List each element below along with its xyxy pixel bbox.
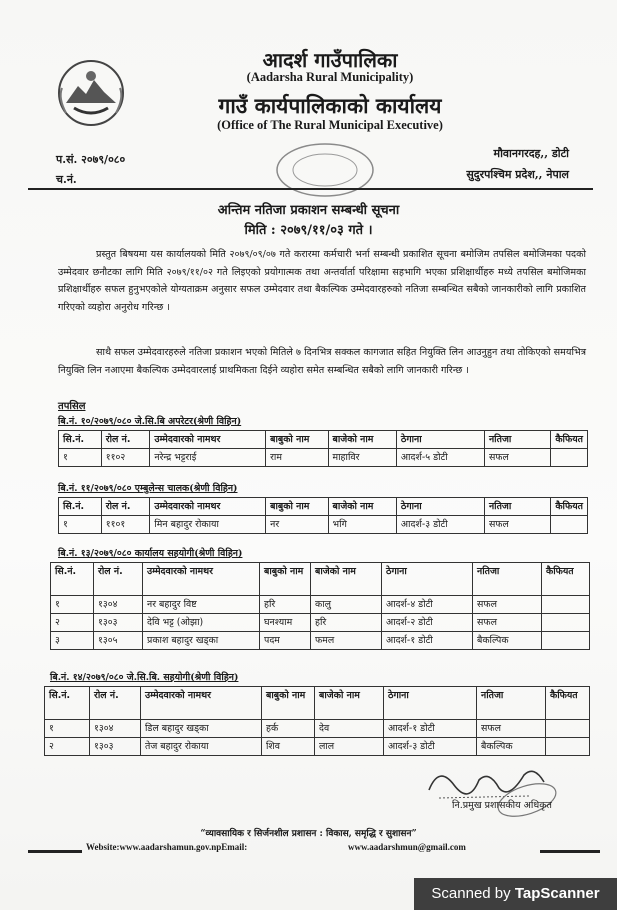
scanner-prefix: Scanned by bbox=[431, 885, 515, 902]
table-row bbox=[51, 614, 590, 632]
notice-paragraph-1: प्रस्तुत बिषयमा यस कार्यालयको मिति २०७९/०९/०७ गते करारमा कर्मचारी भर्ना सम्बन्धी प्रकाशित सूचना बमोजिम तपसिल बमोजिमका पदको उम्मेदवार छनौटका लागि मिति २०७९/११/०२ गते लिइएको प्रयोगात्मक तथा अन्तर्वार्ता परिक्षामा सहभागि भएका प्रशिक्षार्थीहरु मध्ये तपसिल बमोजिमका प्रशिक्षार्थीहरु सफल हुनुभएकोले योग्यताक्रम अनुसार सफल उम्मेदवार तथा बैकल्पिक उम्मेदवारहरुको नतिजा सम्बन्धित सबैको जानकारीको लागि प्रकाशित गरिएको व्यहोरा अनुरोध गरिन्छ । bbox=[58, 249, 586, 313]
column-header: ठेगाना bbox=[384, 687, 477, 720]
table-header-row bbox=[59, 431, 588, 449]
cell: १३०३ bbox=[94, 614, 143, 632]
cell: बैकल्पिक bbox=[477, 738, 546, 756]
cell: मिन बहादुर रोकाया bbox=[150, 516, 266, 534]
cell: आदर्श-४ डोटी bbox=[382, 596, 473, 614]
results-table-4 bbox=[44, 686, 590, 756]
column-header: नतिजा bbox=[484, 431, 550, 449]
column-header: नतिजा bbox=[477, 687, 546, 720]
scanner-brand: TapScanner bbox=[514, 885, 600, 902]
column-header: नतिजा bbox=[473, 563, 542, 596]
municipality-title-en: (Aadarsha Rural Municipality) bbox=[246, 70, 414, 84]
table-row bbox=[45, 720, 590, 738]
location-line-1: मौवानगरदह,, डोटी bbox=[493, 147, 569, 160]
column-header: ठेगाना bbox=[396, 498, 484, 516]
section-heading: बि.नं. १३/२०७९/०८० कार्यालय सहयोगी(श्रेणी विहिन) bbox=[58, 548, 243, 559]
cell: १ bbox=[51, 596, 94, 614]
signature-icon bbox=[409, 760, 559, 820]
cell: १ bbox=[45, 720, 90, 738]
footer-website: Website:www.aadarshamun.gov.npEmail: bbox=[86, 842, 248, 852]
table-row bbox=[51, 632, 590, 650]
cell: ३ bbox=[51, 632, 94, 650]
cell: देवि भट्ट (ओझा) bbox=[143, 614, 260, 632]
column-header: सि.नं. bbox=[51, 563, 94, 596]
section-heading: बि.नं. १४/२०७९/०८० जे.सि.बि. सहयोगी(श्रेणी विहिन) bbox=[50, 672, 239, 683]
cell: आदर्श-२ डोटी bbox=[382, 614, 473, 632]
cell: आदर्श-३ डोटी bbox=[396, 516, 484, 534]
column-header: कैफियत bbox=[551, 498, 588, 516]
cell: १३०३ bbox=[90, 738, 141, 756]
cell: १ bbox=[59, 516, 102, 534]
cell: प्रकाश बहादुर खड्का bbox=[143, 632, 260, 650]
cell: पदम bbox=[260, 632, 311, 650]
column-header: बाबुको नाम bbox=[266, 498, 328, 516]
header-divider bbox=[28, 188, 593, 190]
column-header: सि.नं. bbox=[45, 687, 90, 720]
cell: राम bbox=[266, 449, 328, 467]
cell: डिल बहादुर खड्का bbox=[141, 720, 262, 738]
office-title-np: गाउँ कार्यपालिकाको कार्यालय bbox=[218, 93, 442, 118]
cell: घनश्याम bbox=[260, 614, 311, 632]
cell: देव bbox=[315, 720, 384, 738]
column-header: उम्मेदवारको नामथर bbox=[150, 431, 266, 449]
table-header-row bbox=[51, 563, 590, 596]
table-row bbox=[51, 596, 590, 614]
notice-paragraph-2: साथै सफल उम्मेदवारहरुले नतिजा प्रकाशन भएको मितिले ७ दिनभित्र सक्कल कागजात सहित नियुक्ति लिन आउनुहुन तथा तोकिएको समयभित्र नियुक्ति लिन नआएमा बैकल्पिक उम्मेदवारलाई प्राथमिकता दिईने व्यहोरा समेत सम्बन्धित सबैको लागि जानकारी गरिन्छ । bbox=[58, 347, 586, 376]
cell: आदर्श-१ डोटी bbox=[382, 632, 473, 650]
results-table-1 bbox=[58, 430, 588, 467]
cell: १३०४ bbox=[94, 596, 143, 614]
cell: हर्क bbox=[262, 720, 315, 738]
column-header: उम्मेदवारको नामथर bbox=[143, 563, 260, 596]
cell: आदर्श-५ डोटी bbox=[396, 449, 484, 467]
cell bbox=[546, 738, 590, 756]
cell: नरेन्द्र भट्टराई bbox=[150, 449, 266, 467]
office-title-en: (Office of The Rural Municipal Executive) bbox=[217, 118, 443, 132]
column-header: बाबुको नाम bbox=[262, 687, 315, 720]
column-header: बाबुको नाम bbox=[260, 563, 311, 596]
section-heading: बि.नं. ११/२०७९/०८० एम्बुलेन्स चालक(श्रेणी विहिन) bbox=[58, 483, 238, 494]
office-stamp-icon bbox=[270, 140, 380, 200]
column-header: ठेगाना bbox=[382, 563, 473, 596]
cell: बैकल्पिक bbox=[473, 632, 542, 650]
patra-sankhya: प.सं. २०७९/०८० bbox=[56, 153, 126, 166]
column-header: बाजेको नाम bbox=[328, 498, 396, 516]
scanner-watermark bbox=[414, 878, 617, 910]
table-row bbox=[59, 516, 588, 534]
column-header: बाजेको नाम bbox=[328, 431, 396, 449]
column-header: बाजेको नाम bbox=[315, 687, 384, 720]
footer-rule-right bbox=[540, 850, 600, 853]
cell: लाल bbox=[315, 738, 384, 756]
cell: १३०५ bbox=[94, 632, 143, 650]
cell: हरि bbox=[311, 614, 382, 632]
cell: आदर्श-१ डोटी bbox=[384, 720, 477, 738]
cell: सफल bbox=[484, 516, 550, 534]
column-header: रोल नं. bbox=[94, 563, 143, 596]
cell: नर bbox=[266, 516, 328, 534]
column-header: कैफियत bbox=[546, 687, 590, 720]
cell: २ bbox=[45, 738, 90, 756]
location-line-2: सुदुरपश्चिम प्रदेश,, नेपाल bbox=[466, 168, 569, 181]
notice-title: अन्तिम नतिजा प्रकाशन सम्बन्धी सूचना bbox=[217, 203, 400, 218]
cell: तेज बहादुर रोकाया bbox=[141, 738, 262, 756]
cell: २ bbox=[51, 614, 94, 632]
table-row bbox=[45, 738, 590, 756]
cell: १३०४ bbox=[90, 720, 141, 738]
footer-rule-left bbox=[28, 850, 82, 853]
cell: भगि bbox=[328, 516, 396, 534]
column-header: सि.नं. bbox=[59, 431, 102, 449]
column-header: कैफियत bbox=[551, 431, 588, 449]
cell bbox=[551, 516, 588, 534]
column-header: ठेगाना bbox=[396, 431, 484, 449]
cell bbox=[542, 596, 590, 614]
section-heading: बि.नं. १०/२०७९/०८० जे.सि.बि अपरेटर(श्रेणी विहिन) bbox=[58, 416, 242, 427]
column-header: उम्मेदवारको नामथर bbox=[141, 687, 262, 720]
results-table-2 bbox=[58, 497, 588, 534]
signatory-title: नि.प्रमुख प्रशासकीय अधिकृत bbox=[452, 800, 552, 811]
column-header: बाबुको नाम bbox=[266, 431, 328, 449]
municipality-title-np: आदर्श गाउँपालिका bbox=[262, 48, 398, 72]
cell: ११०२ bbox=[101, 449, 150, 467]
cell bbox=[542, 632, 590, 650]
cell bbox=[542, 614, 590, 632]
cell: आदर्श-३ डोटी bbox=[384, 738, 477, 756]
column-header: रोल नं. bbox=[101, 431, 150, 449]
column-header: नतिजा bbox=[484, 498, 550, 516]
table-header-row bbox=[59, 498, 588, 516]
table-header-row bbox=[45, 687, 590, 720]
cell: नर बहादुर विष्ट bbox=[143, 596, 260, 614]
tapsil-heading: तपसिल bbox=[58, 401, 86, 412]
cell bbox=[551, 449, 588, 467]
chalani-number: च.नं. bbox=[56, 173, 77, 186]
cell: सफल bbox=[473, 614, 542, 632]
cell: शिव bbox=[262, 738, 315, 756]
cell: माहाविर bbox=[328, 449, 396, 467]
notice-date: मिति : २०७९/११/०३ गते । bbox=[244, 223, 373, 238]
results-table-3 bbox=[50, 562, 590, 650]
footer-motto: “व्यावसायिक र सिर्जनशील प्रशासन : विकास, समृद्धि र सुशासन” bbox=[200, 829, 417, 839]
cell bbox=[546, 720, 590, 738]
cell: १ bbox=[59, 449, 102, 467]
column-header: रोल नं. bbox=[101, 498, 150, 516]
cell: हरि bbox=[260, 596, 311, 614]
footer-email: www.aadarshmun@gmail.com bbox=[348, 842, 466, 852]
cell: सफल bbox=[473, 596, 542, 614]
nepal-emblem-icon bbox=[56, 58, 126, 128]
cell: सफल bbox=[477, 720, 546, 738]
cell: फमल bbox=[311, 632, 382, 650]
cell: कालु bbox=[311, 596, 382, 614]
column-header: बाजेको नाम bbox=[311, 563, 382, 596]
column-header: रोल नं. bbox=[90, 687, 141, 720]
column-header: सि.नं. bbox=[59, 498, 102, 516]
table-row bbox=[59, 449, 588, 467]
cell: ११०१ bbox=[101, 516, 150, 534]
column-header: उम्मेदवारको नामथर bbox=[150, 498, 266, 516]
column-header: कैफियत bbox=[542, 563, 590, 596]
cell: सफल bbox=[484, 449, 550, 467]
